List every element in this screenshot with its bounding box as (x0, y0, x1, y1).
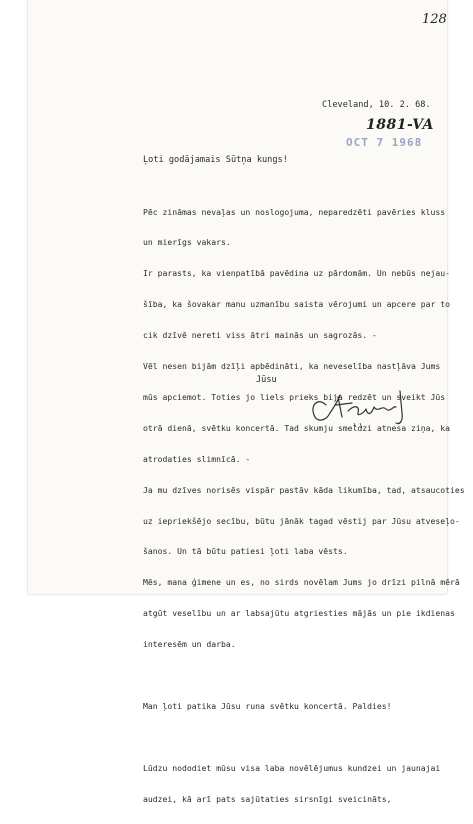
body-line: mūs apciemot. Toties jo liels prieks bija redzēt un sveikt Jūs (143, 391, 446, 402)
body-line (143, 732, 443, 742)
body-line: atgūt veselību un ar labsajūtu atgriesties mājās un pie ikdienas (143, 608, 455, 619)
archive-number: 128 (422, 12, 447, 27)
body-line: un mierīgs vakars. (143, 237, 231, 248)
body-line: otrā dienā, svētku koncertā. Tad skumju smeldzi atnesa ziņa, ka (143, 422, 450, 433)
body-line: šība, ka šovakar manu uzmanību saista vērojumi un apcere par to (143, 299, 450, 310)
letter-date: Cleveland, 10. 2. 68. (322, 100, 431, 110)
letter-body (143, 186, 465, 824)
body-line (143, 670, 443, 680)
body-line: Man ļoti patika Jūsu runa svētku koncertā. Paldies! (143, 700, 392, 711)
body-line: Lūdzu nododiet mūsu visa laba novēlējumus kundzei un jaunajai (143, 762, 441, 773)
body-line: atrodaties slimnīcā. - (143, 453, 251, 464)
body-line: Mēs, mana ģimene un es, no sirds novēlam Jums jo drīzi pilnā mērā (143, 577, 460, 588)
body-line: interesēm un darba. (143, 639, 236, 650)
reference-number: 1881-VA (366, 117, 434, 133)
closing: Jūsu (256, 375, 277, 385)
received-stamp: OCT 7 1968 (346, 136, 423, 149)
body-line: šanos. Un tā būtu patiesi ļoti laba vēsts. (143, 546, 348, 557)
body-line: Ja mu dzīves norisēs vispār pastāv kāda likumība, tad, atsaucoties (143, 484, 465, 495)
salutation: Ļoti godājamais Sūtņa kungs! (143, 155, 288, 165)
body-line: Ir parasts, ka vienpatībā pavēdina uz pārdomām. Un nebūs nejau- (143, 268, 450, 279)
body-line: Vēl nesen bijām dzīļi apbēdināti, ka neveselība nastļāva Jums (143, 361, 441, 372)
body-line: uz iepriekšējo secību, būtu jānāk tagad vēstij par Jūsu atveseļo- (143, 515, 460, 526)
letter-page (28, 0, 465, 804)
body-line: Pēc zināmas nevaļas un noslogojuma, neparedzēti pavēries kluss (143, 206, 446, 217)
handwritten-signature (308, 383, 428, 433)
body-line: audzei, kā arī pats sajūtaties sirsnīgi sveicināts, (143, 793, 392, 804)
body-line: cik dzīvē nereti viss ātri mainās un sagrozās. - (143, 330, 377, 341)
